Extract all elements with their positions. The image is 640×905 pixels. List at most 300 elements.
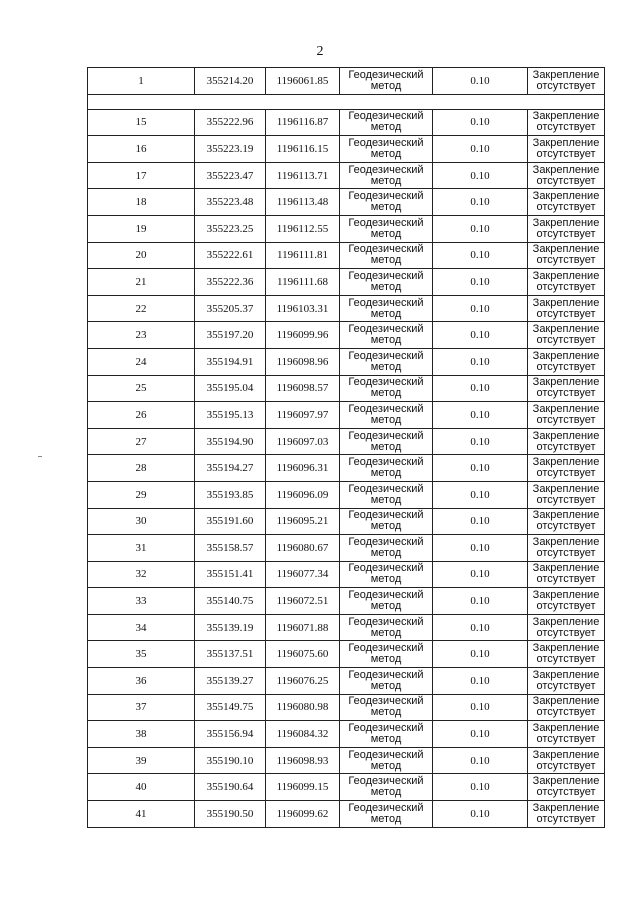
fixing-cell-line: Закрепление [532,801,600,814]
point-number-cell: 27 [88,428,195,455]
fixing-cell-line: отсутствует [536,413,596,426]
y-coordinate-cell: 1196116.15 [266,136,340,163]
accuracy-cell: 0.10 [433,774,528,801]
table-row [88,747,605,774]
fixing-cell-line: отсутствует [536,812,596,825]
table-row [88,295,605,322]
accuracy-cell: 0.10 [433,68,528,95]
fixing-cell-line: отсутствует [536,546,596,559]
point-number-cell: 33 [88,588,195,615]
x-coordinate-cell: 355194.27 [195,455,266,482]
fixing-cell [528,774,605,801]
method-cell-line: метод [370,254,402,267]
page-number: 2 [316,44,324,59]
method-cell [340,614,433,641]
method-cell-line: Геодезический [348,269,424,282]
x-coordinate-cell: 355197.20 [195,322,266,349]
table-row [88,269,605,296]
method-cell-line: метод [370,573,402,586]
method-cell-line: метод [370,786,402,799]
fixing-cell [528,322,605,349]
point-number-cell: 37 [88,694,195,721]
fixing-cell-line: Закрепление [532,190,600,203]
y-coordinate-cell: 1196084.32 [266,721,340,748]
x-coordinate-cell: 355223.25 [195,215,266,242]
fixing-cell-line: Закрепление [532,269,600,282]
method-cell-line: метод [370,387,402,400]
fixing-cell-line: отсутствует [536,440,596,453]
y-coordinate-cell: 1196098.93 [266,747,340,774]
accuracy-cell: 0.10 [433,668,528,695]
method-cell [340,428,433,455]
y-coordinate-cell: 1196075.60 [266,641,340,668]
method-cell [340,68,433,95]
method-cell-line: метод [370,334,402,347]
fixing-cell-line: отсутствует [536,520,596,533]
method-cell-line: Геодезический [348,349,424,362]
fixing-cell [528,561,605,588]
table-row [88,668,605,695]
y-coordinate-cell: 1196072.51 [266,588,340,615]
y-coordinate-cell: 1196097.97 [266,402,340,429]
method-cell-line: метод [370,679,402,692]
fixing-cell-line: отсутствует [536,201,596,214]
point-number-cell: 35 [88,641,195,668]
y-coordinate-cell: 1196099.96 [266,322,340,349]
accuracy-cell: 0.10 [433,109,528,136]
method-cell-line: метод [370,201,402,214]
method-cell-line: метод [370,280,402,293]
x-coordinate-cell: 355190.64 [195,774,266,801]
method-cell-line: Геодезический [348,296,424,309]
fixing-cell-line: отсутствует [536,786,596,799]
table-row [88,242,605,269]
table-row [88,68,605,95]
x-coordinate-cell: 355193.85 [195,481,266,508]
method-cell-line: Геодезический [348,190,424,203]
method-cell-line: Геодезический [348,482,424,495]
method-cell-line: метод [370,759,402,772]
method-cell [340,189,433,216]
method-cell-line: Геодезический [348,748,424,761]
method-cell-line: Геодезический [348,722,424,735]
point-number-cell: 1 [88,68,195,95]
method-cell [340,721,433,748]
point-number-cell: 18 [88,189,195,216]
method-cell [340,588,433,615]
point-number-cell: 21 [88,269,195,296]
point-number-cell: 29 [88,481,195,508]
fixing-cell-line: отсутствует [536,334,596,347]
x-coordinate-cell: 355190.50 [195,801,266,828]
method-cell-line: Геодезический [348,68,424,81]
fixing-cell-line: Закрепление [532,323,600,336]
accuracy-cell: 0.10 [433,721,528,748]
fixing-cell-line: Закрепление [532,429,600,442]
fixing-cell-line: Закрепление [532,296,600,309]
x-coordinate-cell: 355194.91 [195,348,266,375]
method-cell-line: метод [370,600,402,613]
method-cell-line: метод [370,307,402,320]
accuracy-cell: 0.10 [433,136,528,163]
x-coordinate-cell: 355223.19 [195,136,266,163]
y-coordinate-cell: 1196095.21 [266,508,340,535]
fixing-cell [528,801,605,828]
fixing-cell [528,269,605,296]
x-coordinate-cell: 355223.48 [195,189,266,216]
table-row [88,428,605,455]
table-row [88,801,605,828]
y-coordinate-cell: 1196076.25 [266,668,340,695]
point-number-cell: 38 [88,721,195,748]
accuracy-cell: 0.10 [433,269,528,296]
fixing-cell-line: Закрепление [532,349,600,362]
x-coordinate-cell: 355194.90 [195,428,266,455]
x-coordinate-cell: 355190.10 [195,747,266,774]
point-number-cell: 16 [88,136,195,163]
x-coordinate-cell: 355222.61 [195,242,266,269]
method-cell-line: Геодезический [348,695,424,708]
table-row [88,561,605,588]
y-coordinate-cell: 1196099.62 [266,801,340,828]
method-cell-line: метод [370,626,402,639]
fixing-cell [528,721,605,748]
x-coordinate-cell: 355195.04 [195,375,266,402]
method-cell [340,402,433,429]
point-number-cell: 15 [88,109,195,136]
method-cell-line: Геодезический [348,509,424,522]
point-number-cell: 30 [88,508,195,535]
method-cell-line: Геодезический [348,801,424,814]
fixing-cell-line: отсутствует [536,493,596,506]
fixing-cell [528,109,605,136]
table-body-main [88,109,605,827]
point-number-cell: 22 [88,295,195,322]
method-cell [340,375,433,402]
x-coordinate-cell: 355195.13 [195,402,266,429]
y-coordinate-cell: 1196113.71 [266,162,340,189]
table-row [88,162,605,189]
y-coordinate-cell: 1196096.31 [266,455,340,482]
table-row [88,348,605,375]
fixing-cell-line: отсутствует [536,653,596,666]
y-coordinate-cell: 1196098.96 [266,348,340,375]
fixing-cell [528,215,605,242]
method-cell [340,508,433,535]
method-cell-line: метод [370,227,402,240]
method-cell-line: метод [370,440,402,453]
accuracy-cell: 0.10 [433,614,528,641]
method-cell-line: метод [370,360,402,373]
y-coordinate-cell: 1196113.48 [266,189,340,216]
fixing-cell-line: отсутствует [536,227,596,240]
fixing-cell-line: отсутствует [536,706,596,719]
table-row [88,215,605,242]
y-coordinate-cell: 1196096.09 [266,481,340,508]
method-cell-line: Геодезический [348,323,424,336]
x-coordinate-cell: 355214.20 [195,68,266,95]
fixing-cell-line: Закрепление [532,68,600,81]
table-row [88,375,605,402]
method-cell [340,561,433,588]
fixing-cell-line: отсутствует [536,307,596,320]
fixing-cell-line: Закрепление [532,748,600,761]
fixing-cell [528,641,605,668]
fixing-cell-line: Закрепление [532,535,600,548]
table-row [88,189,605,216]
method-cell [340,348,433,375]
method-cell-line: Геодезический [348,136,424,149]
accuracy-cell: 0.10 [433,455,528,482]
table-row [88,694,605,721]
method-cell-line: Геодезический [348,615,424,628]
fixing-cell-line: Закрепление [532,722,600,735]
x-coordinate-cell: 355139.19 [195,614,266,641]
method-cell-line: Геодезический [348,216,424,229]
fixing-cell-line: отсутствует [536,360,596,373]
accuracy-cell: 0.10 [433,481,528,508]
fixing-cell [528,348,605,375]
fixing-cell [528,402,605,429]
fixing-cell-line: отсутствует [536,626,596,639]
fixing-cell-line: Закрепление [532,562,600,575]
x-coordinate-cell: 355149.75 [195,694,266,721]
point-number-cell: 26 [88,402,195,429]
y-coordinate-cell: 1196071.88 [266,614,340,641]
fixing-cell-line: отсутствует [536,573,596,586]
fixing-cell-line: отсутствует [536,121,596,134]
fixing-cell-line: Закрепление [532,615,600,628]
method-cell-line: метод [370,147,402,160]
fixing-cell-line: отсутствует [536,147,596,160]
fixing-cell-line: Закрепление [532,402,600,415]
method-cell-line: метод [370,733,402,746]
method-cell-line: Геодезический [348,535,424,548]
fixing-cell-line: Закрепление [532,136,600,149]
fixing-cell-line: Закрепление [532,642,600,655]
method-cell-line: метод [370,706,402,719]
table-gap [88,94,605,109]
method-cell-line: метод [370,467,402,480]
fixing-cell-line: Закрепление [532,456,600,469]
accuracy-cell: 0.10 [433,348,528,375]
fixing-cell-line: отсутствует [536,174,596,187]
x-coordinate-cell: 355223.47 [195,162,266,189]
fixing-cell-line: отсутствует [536,600,596,613]
y-coordinate-cell: 1196112.55 [266,215,340,242]
fixing-cell-line: отсутствует [536,467,596,480]
y-coordinate-cell: 1196097.03 [266,428,340,455]
y-coordinate-cell: 1196116.87 [266,109,340,136]
table-row [88,614,605,641]
table-row [88,402,605,429]
method-cell [340,481,433,508]
table-row [88,721,605,748]
accuracy-cell: 0.10 [433,322,528,349]
point-number-cell: 41 [88,801,195,828]
table-row [88,641,605,668]
method-cell [340,694,433,721]
method-cell-line: метод [370,520,402,533]
method-cell-line: метод [370,812,402,825]
fixing-cell-line: отсутствует [536,759,596,772]
method-cell [340,215,433,242]
point-number-cell: 19 [88,215,195,242]
method-cell-line: метод [370,546,402,559]
fixing-cell [528,375,605,402]
point-number-cell: 24 [88,348,195,375]
y-coordinate-cell: 1196080.67 [266,535,340,562]
fixing-cell-line: отсутствует [536,79,596,92]
fixing-cell-line: отсутствует [536,387,596,400]
table-row [88,109,605,136]
fixing-cell [528,428,605,455]
accuracy-cell: 0.10 [433,242,528,269]
fixing-cell [528,668,605,695]
method-cell [340,455,433,482]
accuracy-cell: 0.10 [433,641,528,668]
fixing-cell [528,694,605,721]
method-cell-line: Геодезический [348,456,424,469]
accuracy-cell: 0.10 [433,375,528,402]
point-number-cell: 31 [88,535,195,562]
accuracy-cell: 0.10 [433,428,528,455]
accuracy-cell: 0.10 [433,694,528,721]
fixing-cell [528,535,605,562]
point-number-cell: 20 [88,242,195,269]
y-coordinate-cell: 1196111.68 [266,269,340,296]
method-cell-line: метод [370,121,402,134]
table-row [88,774,605,801]
y-coordinate-cell: 1196099.15 [266,774,340,801]
y-coordinate-cell: 1196111.81 [266,242,340,269]
method-cell-line: Геодезический [348,429,424,442]
table-body-top [88,68,605,95]
x-coordinate-cell: 355139.27 [195,668,266,695]
fixing-cell [528,588,605,615]
coordinates-table [87,67,605,828]
x-coordinate-cell: 355158.57 [195,535,266,562]
fixing-cell-line: Закрепление [532,509,600,522]
fixing-cell-line: Закрепление [532,163,600,176]
method-cell-line: метод [370,79,402,92]
method-cell [340,136,433,163]
method-cell-line: Геодезический [348,163,424,176]
point-number-cell: 39 [88,747,195,774]
fixing-cell [528,614,605,641]
method-cell [340,668,433,695]
fixing-cell-line: отсутствует [536,254,596,267]
table-row [88,481,605,508]
x-coordinate-cell: 355151.41 [195,561,266,588]
y-coordinate-cell: 1196098.57 [266,375,340,402]
fixing-cell-line: отсутствует [536,280,596,293]
fixing-cell [528,136,605,163]
fixing-cell-line: Закрепление [532,216,600,229]
scan-mark [38,456,42,457]
fixing-cell-line: Закрепление [532,775,600,788]
method-cell-line: Геодезический [348,110,424,123]
x-coordinate-cell: 355137.51 [195,641,266,668]
fixing-cell [528,481,605,508]
accuracy-cell: 0.10 [433,162,528,189]
fixing-cell [528,455,605,482]
point-number-cell: 34 [88,614,195,641]
accuracy-cell: 0.10 [433,295,528,322]
method-cell-line: метод [370,493,402,506]
table-row [88,136,605,163]
method-cell-line: Геодезический [348,402,424,415]
gap-row [88,94,605,109]
accuracy-cell: 0.10 [433,535,528,562]
method-cell [340,774,433,801]
method-cell-line: Геодезический [348,668,424,681]
table-row [88,508,605,535]
table-row [88,322,605,349]
y-coordinate-cell: 1196103.31 [266,295,340,322]
method-cell [340,162,433,189]
method-cell-line: Геодезический [348,775,424,788]
fixing-cell [528,68,605,95]
point-number-cell: 32 [88,561,195,588]
fixing-cell-line: Закрепление [532,110,600,123]
accuracy-cell: 0.10 [433,402,528,429]
method-cell [340,801,433,828]
method-cell-line: Геодезический [348,589,424,602]
method-cell-line: Геодезический [348,642,424,655]
fixing-cell-line: Закрепление [532,668,600,681]
y-coordinate-cell: 1196077.34 [266,561,340,588]
accuracy-cell: 0.10 [433,801,528,828]
fixing-cell-line: Закрепление [532,482,600,495]
fixing-cell [528,189,605,216]
x-coordinate-cell: 355191.60 [195,508,266,535]
method-cell-line: Геодезический [348,562,424,575]
x-coordinate-cell: 355205.37 [195,295,266,322]
table-row [88,535,605,562]
method-cell [340,641,433,668]
method-cell [340,322,433,349]
accuracy-cell: 0.10 [433,588,528,615]
x-coordinate-cell: 355140.75 [195,588,266,615]
table-row [88,455,605,482]
x-coordinate-cell: 355222.96 [195,109,266,136]
fixing-cell [528,295,605,322]
method-cell [340,242,433,269]
point-number-cell: 23 [88,322,195,349]
method-cell-line: Геодезический [348,243,424,256]
fixing-cell-line: отсутствует [536,679,596,692]
y-coordinate-cell: 1196061.85 [266,68,340,95]
table-row [88,588,605,615]
method-cell-line: метод [370,413,402,426]
fixing-cell-line: отсутствует [536,733,596,746]
fixing-cell [528,747,605,774]
method-cell [340,747,433,774]
method-cell [340,535,433,562]
point-number-cell: 28 [88,455,195,482]
point-number-cell: 36 [88,668,195,695]
x-coordinate-cell: 355222.36 [195,269,266,296]
fixing-cell [528,508,605,535]
point-number-cell: 40 [88,774,195,801]
fixing-cell-line: Закрепление [532,243,600,256]
method-cell [340,109,433,136]
y-coordinate-cell: 1196080.98 [266,694,340,721]
fixing-cell-line: Закрепление [532,376,600,389]
method-cell-line: метод [370,653,402,666]
method-cell [340,269,433,296]
